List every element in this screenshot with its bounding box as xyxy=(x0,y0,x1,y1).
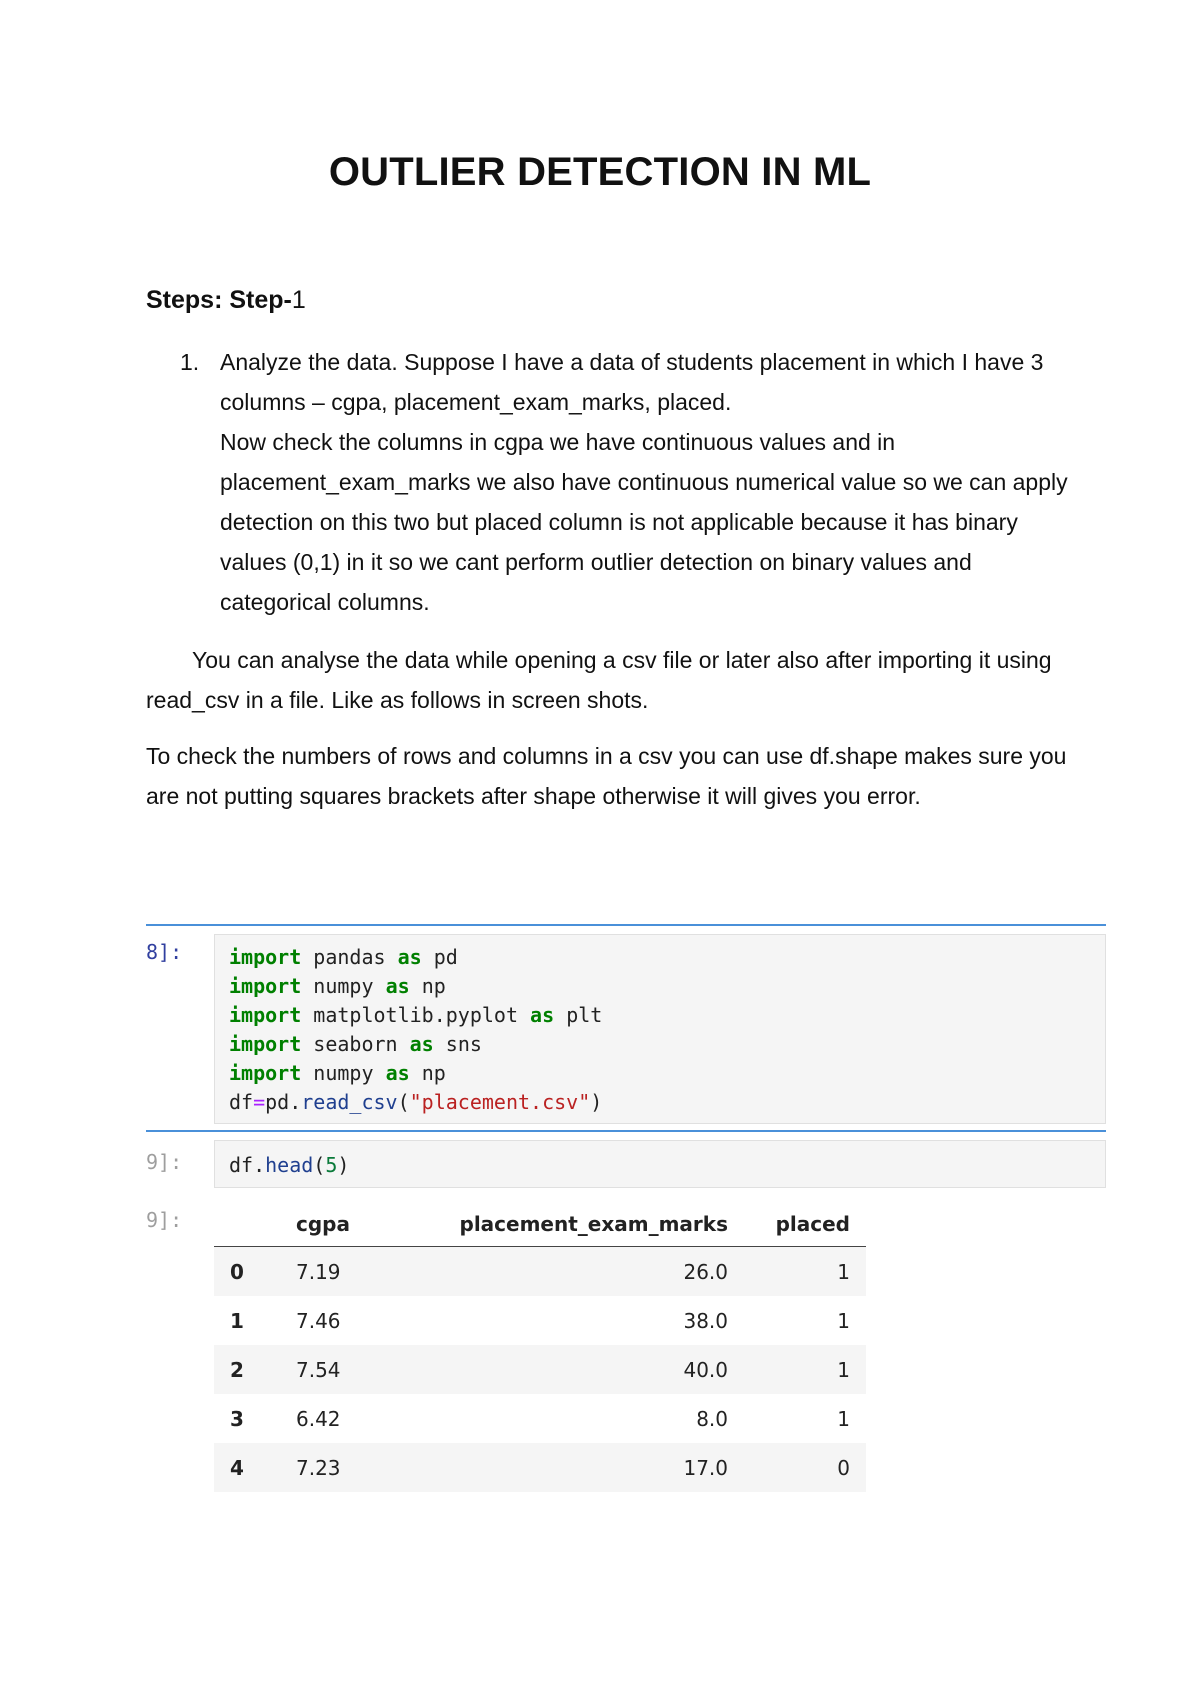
row-index: 1 xyxy=(230,1308,244,1333)
steps-list xyxy=(146,342,1086,622)
column-header-cgpa: cgpa xyxy=(280,1202,392,1247)
input-prompt: 8]: xyxy=(146,940,183,964)
dataframe-output xyxy=(214,1202,866,1492)
list-item xyxy=(146,342,1086,622)
steps-heading xyxy=(146,286,306,315)
table-header-row xyxy=(214,1202,866,1247)
code-line: import matplotlib.pyplot as plt xyxy=(229,1003,603,1027)
code-line: df=pd.read_csv("placement.csv") xyxy=(229,1090,603,1114)
table-row xyxy=(214,1247,866,1297)
paragraph-shape: To check the numbers of rows and columns in a csv you can use df.shape makes sure you are not putting squares brackets after shape otherwise it will gives you error. xyxy=(146,743,1067,809)
cell-placement-exam-marks: 26.0 xyxy=(683,1259,728,1284)
cell-placement-exam-marks: 40.0 xyxy=(683,1357,728,1382)
paragraph-analyse: You can analyse the data while opening a csv file or later also after importing it using read_csv in a file. Like as follows in screen shots. xyxy=(146,647,1052,713)
cell-placement-exam-marks: 17.0 xyxy=(683,1455,728,1480)
cell-placed: 1 xyxy=(837,1259,850,1284)
cell-placement-exam-marks: 38.0 xyxy=(683,1308,728,1333)
steps-heading-label: Steps: Step- xyxy=(146,286,292,314)
list-text-detail: Now check the columns in cgpa we have continuous values and in placement_exam_marks we also have continuous numerical value so we can apply detection on this two but placed column is not applicable because it has binary values (0,1) in it so we cant perform outlier detection on binary values and categorical columns. xyxy=(220,429,1068,615)
steps-heading-number: 1 xyxy=(291,286,306,314)
row-index: 2 xyxy=(230,1357,244,1382)
cell-placed: 0 xyxy=(837,1455,850,1480)
notebook-screenshot xyxy=(146,924,1106,1494)
code-line: import seaborn as sns xyxy=(229,1032,482,1056)
cell-divider xyxy=(146,924,1106,926)
table-row xyxy=(214,1394,866,1443)
cell-cgpa: 7.46 xyxy=(296,1308,341,1333)
table-row xyxy=(214,1443,866,1492)
column-header-index xyxy=(214,1202,280,1247)
cell-cgpa: 7.54 xyxy=(296,1357,341,1382)
list-text-intro: Analyze the data. Suppose I have a data of students placement in which I have 3 columns – cgpa, placement_exam_marks, placed. xyxy=(220,349,1044,415)
list-number: 1. xyxy=(180,349,200,375)
cell-placed: 1 xyxy=(837,1308,850,1333)
code-line: import numpy as np xyxy=(229,1061,446,1085)
row-index: 0 xyxy=(230,1259,244,1284)
cell-cgpa: 6.42 xyxy=(296,1406,341,1431)
output-prompt: 9]: xyxy=(146,1208,183,1232)
cell-placement-exam-marks: 8.0 xyxy=(696,1406,728,1431)
code-cell-head[interactable] xyxy=(214,1140,1106,1188)
code-line: df.head(5) xyxy=(229,1153,350,1177)
cell-placed: 1 xyxy=(837,1357,850,1382)
code-line: import pandas as pd xyxy=(229,945,458,969)
cell-divider xyxy=(146,1130,1106,1132)
cell-placed: 1 xyxy=(837,1406,850,1431)
table-row xyxy=(214,1345,866,1394)
row-index: 3 xyxy=(230,1406,244,1431)
column-header-placed: placed xyxy=(744,1202,866,1247)
cell-cgpa: 7.23 xyxy=(296,1455,341,1480)
code-line: import numpy as np xyxy=(229,974,446,998)
document-title: OUTLIER DETECTION IN ML xyxy=(328,150,872,194)
row-index: 4 xyxy=(230,1455,244,1480)
input-prompt: 9]: xyxy=(146,1150,183,1174)
code-cell-imports[interactable] xyxy=(214,934,1106,1124)
cell-cgpa: 7.19 xyxy=(296,1259,341,1284)
table-row xyxy=(214,1296,866,1345)
column-header-placement-exam-marks: placement_exam_marks xyxy=(392,1202,744,1247)
